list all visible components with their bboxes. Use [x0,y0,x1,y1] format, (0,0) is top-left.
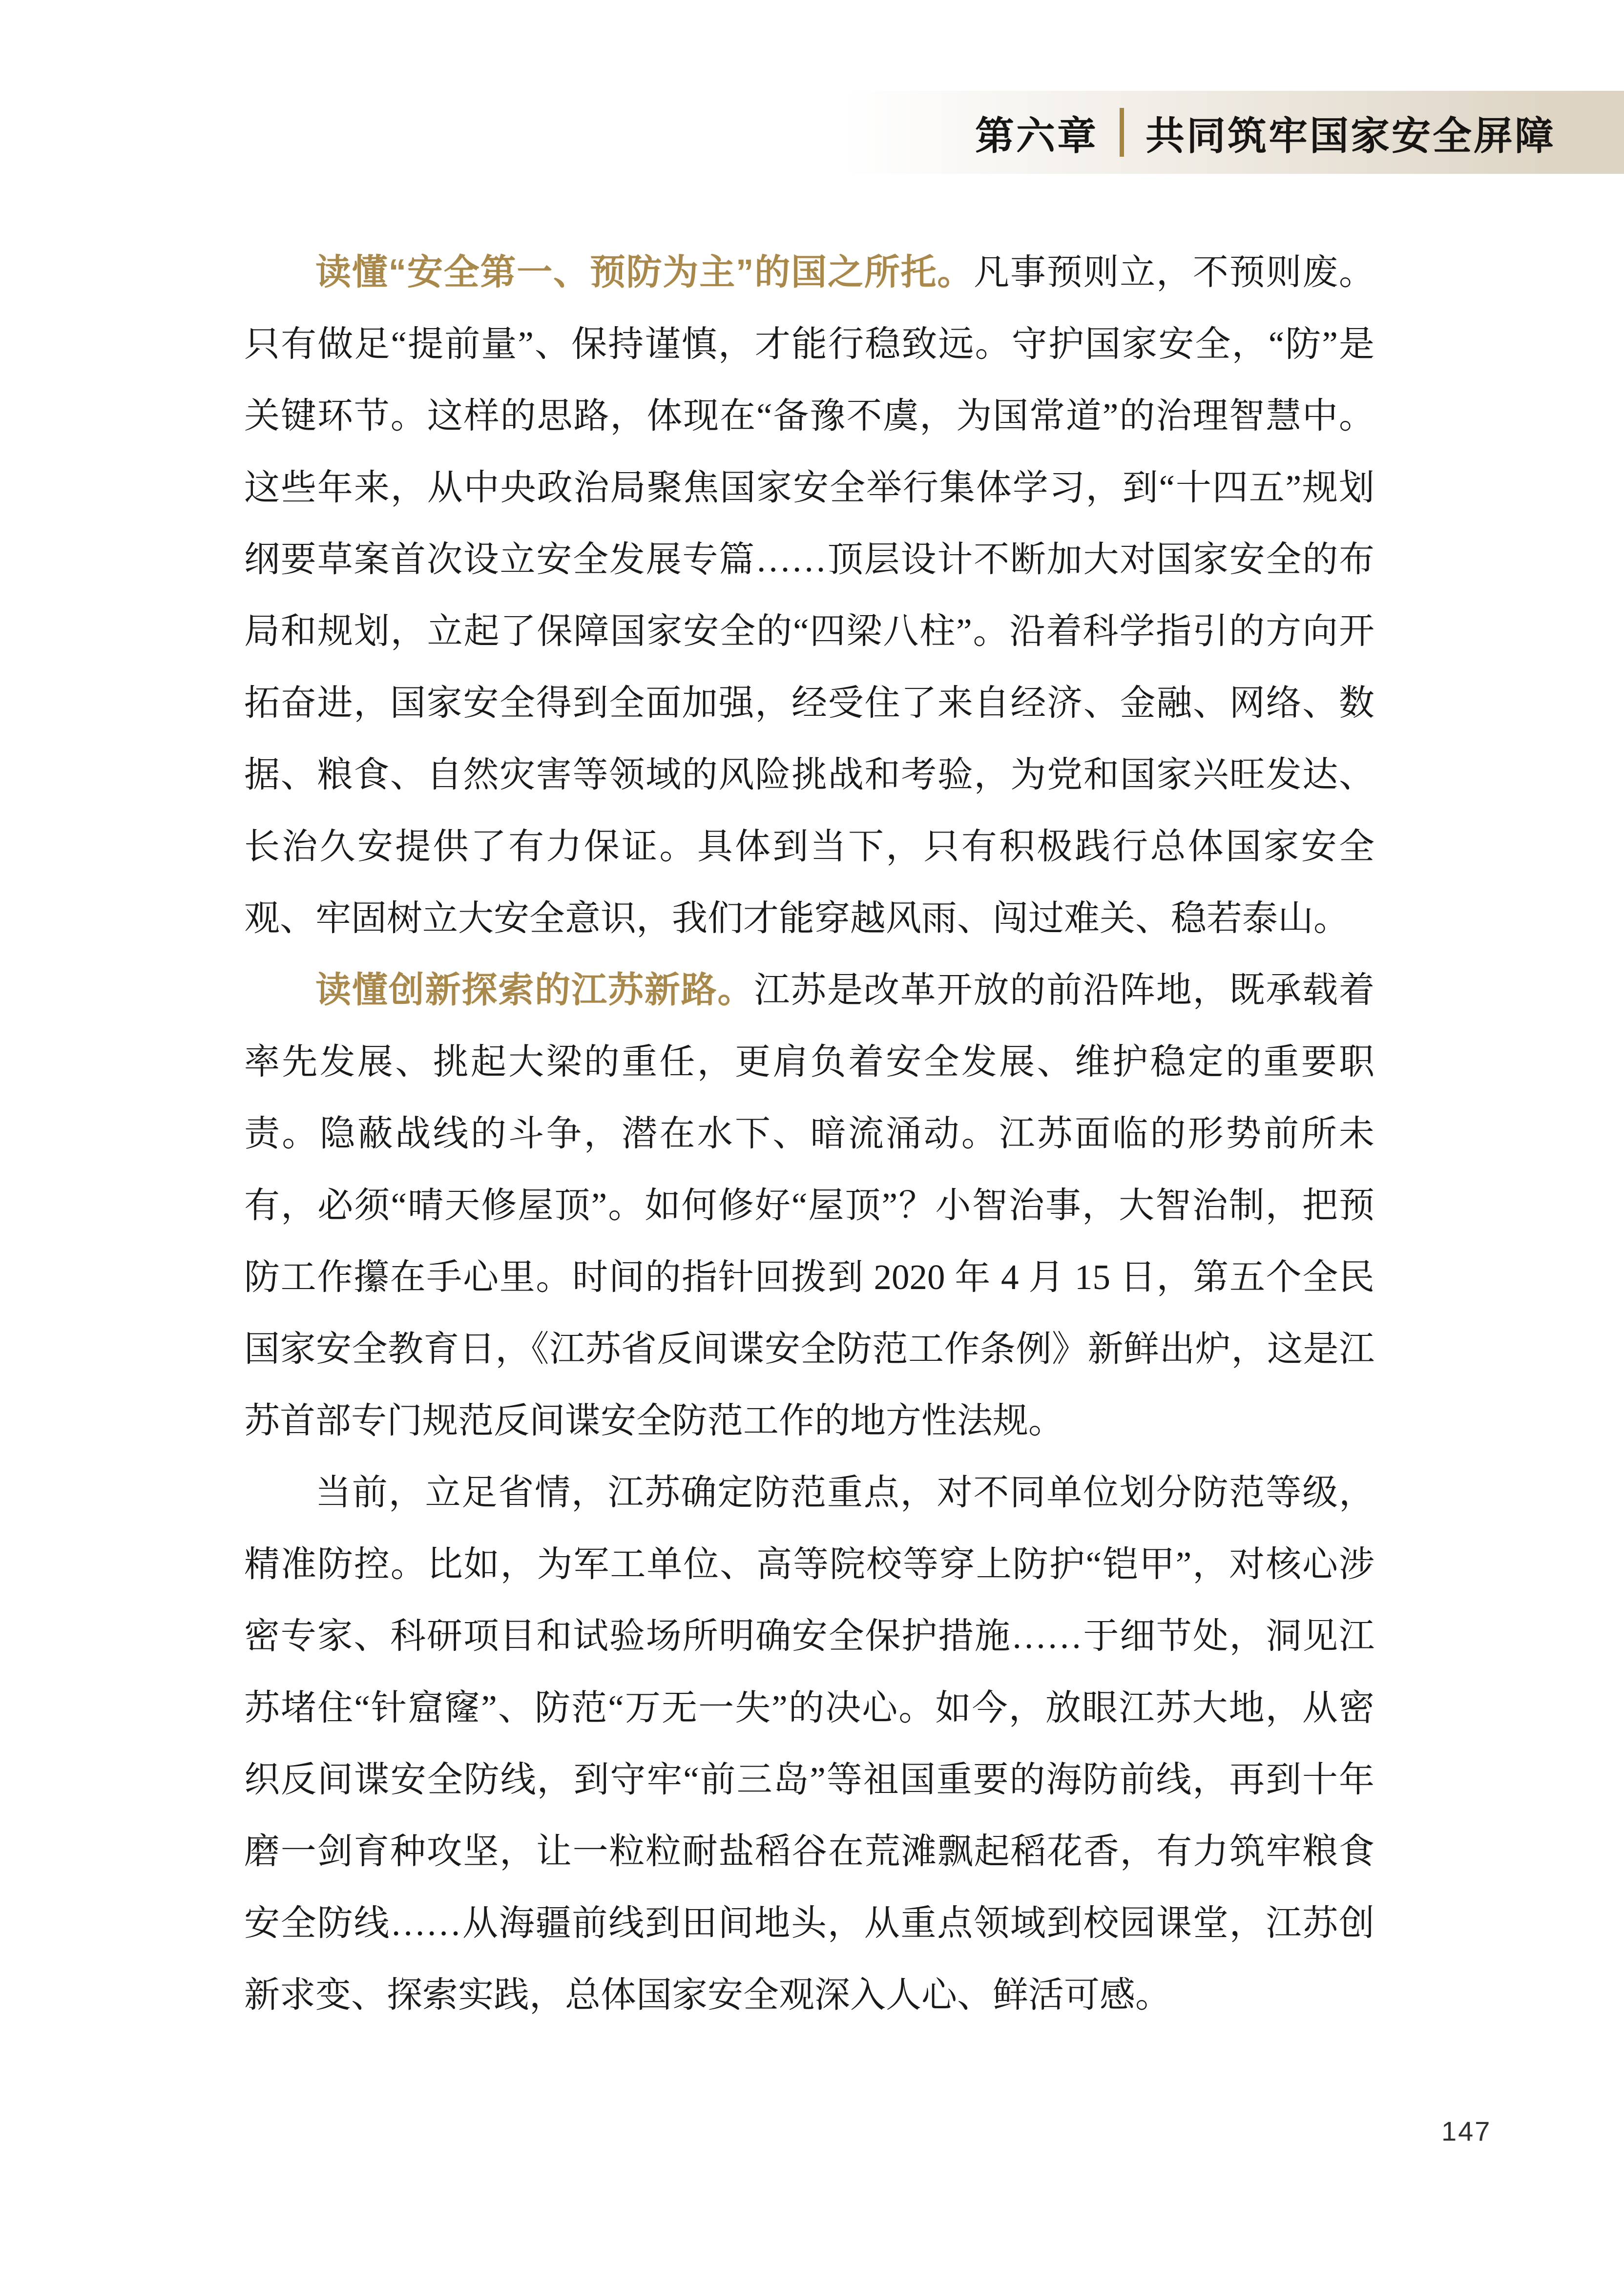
chapter-title: 共同筑牢国家安全屏障 [1145,114,1556,158]
page-number: 147 [1441,2116,1492,2146]
paragraph [244,954,1374,1457]
paragraph-text: 当前，立足省情，江苏确定防范重点，对不同单位划分防范等级，精准防控。比如，为军工单位、高等院校等穿上防护“铠甲”，对核心涉密专家、科研项目和试验场所明确安全保护措施……于细节处，洞见江苏堵住“针窟窿”、防范“万无一失”的决心。如今，放眼江苏大地，从密织反间谍安全防线，到守牢“前三岛”等祖国重要的海防前线，再到十年磨一剑育种攻坚，让一粒粒耐盐稻谷在荒滩飘起稻花香，有力筑牢粮食安全防线……从海疆前线到田间地头，从重点领域到校园课堂，江苏创新求变、探索实践，总体国家安全观深入人心、鲜活可感。 [244,1473,1374,2015]
chapter-separator-bar [1120,108,1124,157]
page-body [244,236,1374,2031]
paragraph [244,236,1374,954]
paragraph-text: 江苏是改革开放的前沿阵地，既承载着率先发展、挑起大梁的重任，更肩负着安全发展、维护稳定的重要职责。隐蔽战线的斗争，潜在水下、暗流涌动。江苏面临的形势前所未有，必须“晴天修屋顶”。如何修好“屋顶”？小智治事，大智治制，把预防工作攥在手心里。时间的指针回拨到 2020 年 4 月 15 日，第五个全民国家安全教育日，《江苏省反间谍安全防范工作条例》新鲜出炉，这是江苏首部专门规范反间谍安全防范工作的地方性法规。 [244,970,1375,1440]
chapter-header-banner [0,91,1624,174]
paragraph-text: 凡事预则立，不预则废。只有做足“提前量”、保持谨慎，才能行稳致远。守护国家安全，“防”是关键环节。这样的思路，体现在“备豫不虞，为国常道”的治理智慧中。这些年来，从中央政治局聚焦国家安全举行集体学习，到“十四五”规划纲要草案首次设立安全发展专篇……顶层设计不断加大对国家安全的布局和规划，立起了保障国家安全的“四梁八柱”。沿着科学指引的方向开拓奋进，国家安全得到全面加强，经受住了来自经济、金融、网络、数据、粮食、自然灾害等领域的风险挑战和考验，为党和国家兴旺发达、长治久安提供了有力保证。具体到当下，只有积极践行总体国家安全观、牢固树立大安全意识，我们才能穿越风雨、闯过难关、稳若泰山。 [244,252,1375,938]
paragraph-lead: 读懂“安全第一、预防为主”的国之所托。 [315,252,974,292]
paragraph-lead: 读懂创新探索的江苏新路。 [315,970,754,1010]
chapter-number: 第六章 [975,114,1098,158]
paragraph [244,1457,1374,2031]
